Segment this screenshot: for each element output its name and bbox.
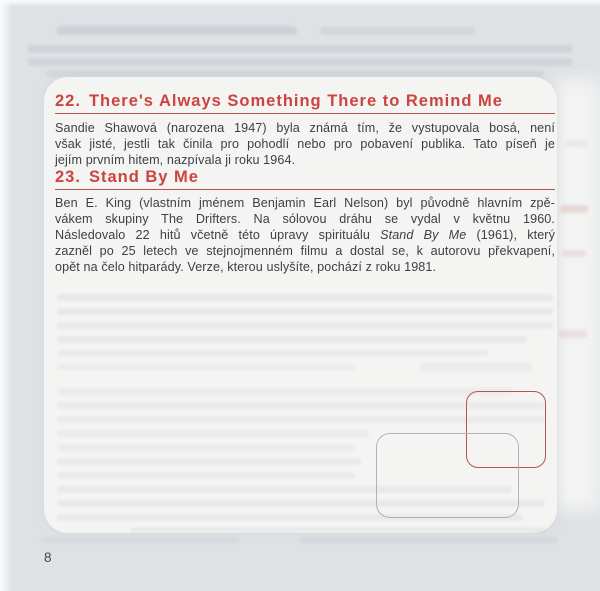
track-23-number: 23. — [55, 168, 81, 186]
bleed-through-line — [300, 537, 558, 544]
track-22-text-line: jejím prvním hitem, nazpívala ji roku 1964. — [55, 153, 296, 167]
bleed-through-line — [28, 58, 572, 66]
track-23-text-line: zazněl po 25 letech ve stejnojmenném filmu a dostal se, k autorovu překvapení, — [55, 244, 555, 258]
track-23-text-line: opět na čelo hitparády. Verze, kterou uslyšíte, pochází z roku 1981. — [55, 260, 437, 274]
bleed-through-line — [57, 294, 553, 301]
bleed-through-line — [57, 364, 355, 370]
bleed-through-line — [57, 308, 553, 315]
bleed-through-line — [28, 45, 572, 53]
text-segment: (1961), který — [466, 228, 555, 242]
track-22-text-line: Sandie Shawová (narozena 1947) byla známá tím, že vystupovala bosá, není — [55, 121, 555, 135]
track-23-text-line: Ben E. King (vlastním jménem Benjamin Earl Nelson) byl původně hlavním zpě- — [55, 196, 555, 210]
scan-edge-left — [0, 0, 12, 591]
bleed-through-line — [57, 336, 527, 343]
page-number: 8 — [44, 550, 52, 565]
text-segment: Následovalo 22 hitů včetně této úpravy spirituálu — [55, 228, 381, 242]
bleed-through-line — [46, 70, 544, 77]
bleed-through-line — [320, 27, 475, 35]
track-23-title — [55, 168, 555, 187]
bleed-through-line — [420, 363, 532, 372]
bleed-through-mark — [559, 330, 587, 338]
scan-edge-top — [0, 0, 600, 7]
track-23-text-line — [55, 227, 555, 243]
track-22-text-line: však jisté, jestli tak činila pro pohodlí nebo pro pobavení publika. Tato píseň je — [55, 137, 555, 151]
song-title-italic: Stand By Me — [380, 228, 467, 242]
heading-underline — [55, 189, 555, 190]
track-22-number: 22. — [55, 92, 81, 110]
gray-outline-box — [376, 433, 519, 518]
bleed-through-mark — [566, 140, 588, 147]
heading-underline — [55, 113, 555, 114]
track-23-name: Stand By Me — [88, 168, 199, 186]
bleed-through-line — [130, 527, 546, 533]
bleed-through-line — [57, 322, 553, 329]
bleed-through-line — [57, 26, 297, 35]
track-section-22 — [55, 92, 555, 168]
track-section-23 — [55, 168, 555, 275]
track-22-name: There's Always Something There to Remind Me — [88, 92, 503, 110]
bleed-through-line — [57, 388, 512, 395]
bleed-through-line — [57, 350, 489, 356]
bleed-through-line — [57, 444, 355, 451]
bleed-through-mark — [562, 250, 586, 257]
bleed-through-line — [57, 430, 369, 437]
track-22-title — [55, 92, 555, 111]
bleed-through-mark — [560, 205, 588, 213]
liner-notes — [55, 92, 555, 275]
bleed-through-line — [57, 458, 362, 465]
bleed-through-line — [40, 537, 240, 543]
bleed-through-line — [57, 472, 355, 479]
track-23-text-line: vákem skupiny The Drifters. Na sólovou dráhu se vydal v květnu 1960. — [55, 212, 555, 226]
